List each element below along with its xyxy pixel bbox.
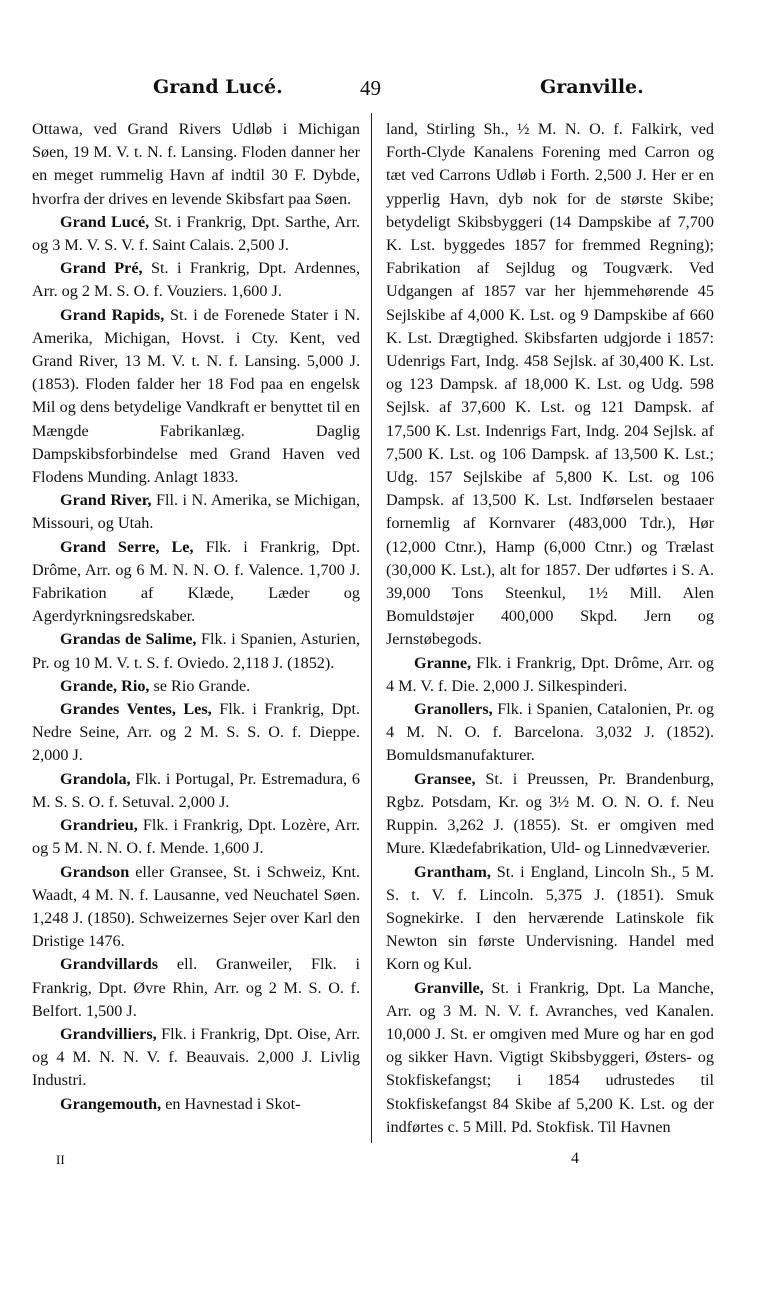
header-left-word: Grand Lucé. <box>153 76 283 98</box>
dictionary-entry <box>386 698 714 768</box>
entry-headword: Grand Pré, <box>60 259 143 278</box>
dictionary-entry <box>32 536 360 629</box>
entry-headword: Granville, <box>414 978 484 997</box>
dictionary-entry <box>32 814 360 860</box>
entry-headword: Gransee, <box>414 769 476 788</box>
page-number: 49 <box>360 76 381 100</box>
dictionary-entry <box>386 861 714 977</box>
dictionary-entry <box>32 1023 360 1093</box>
entry-text: Flk. i Frankrig, Dpt. Drôme, Arr. og 4 M. V. f. Die. 2,000 J. Silkespinderi. <box>386 653 714 695</box>
entry-headword: Grand River, <box>60 491 152 510</box>
entry-headword: Grandes Ventes, Les, <box>60 700 212 719</box>
entry-text: St. i England, Lincoln Sh., 5 M. S. t. V. f. Lincoln. 5,375 J. (1851). Smuk Sognekirke. I den herværende Latinskole fik Newton sin første Undervisning. Handel med Korn og Kul. <box>386 862 714 974</box>
dictionary-entry <box>32 953 360 1023</box>
dictionary-entry <box>32 304 360 490</box>
dictionary-entry <box>32 628 360 674</box>
entry-headword: Granollers, <box>414 700 493 719</box>
entry-text: ell. Granweiler, Flk. i Frankrig, Dpt. Øvre Rhin, Arr. og 2 M. S. O. f. Belfort. 1,500 J. <box>32 955 360 1020</box>
sheet-mark: 4 <box>571 1150 579 1167</box>
dictionary-entry <box>32 698 360 768</box>
entry-headword: Grandson <box>60 862 130 881</box>
entry-text: Flk. i Frankrig, Dpt. Nedre Seine, Arr. og 2 M. S. S. O. f. Dieppe. 2,000 J. <box>32 700 360 765</box>
entry-headword: Grande, Rio, <box>60 676 150 695</box>
dictionary-entry <box>32 489 360 535</box>
dictionary-entry <box>386 652 714 698</box>
entry-headword: Grangemouth, <box>60 1094 162 1113</box>
dictionary-entry <box>32 118 360 211</box>
dictionary-entry <box>386 118 714 652</box>
entry-headword: Grand Lucé, <box>60 212 150 231</box>
dictionary-entry <box>386 768 714 861</box>
entry-text: Flk. i Frankrig, Dpt. Drôme, Arr. og 6 M. N. N. O. f. Valence. 1,700 J. Fabrikation af Klæde, Læder og Agerdyrkningsredskaber. <box>32 537 360 626</box>
entry-headword: Grandas de Salime, <box>60 630 197 649</box>
entry-text: Flk. i Frankrig, Dpt. Oise, Arr. og 4 M. N. N. V. f. Beauvais. 2,000 J. Livlig Industri. <box>32 1024 360 1090</box>
entry-text: St. i de Forenede Stater i N. Amerika, Michigan, Hovst. i Cty. Kent, ved Grand River, 13 M. V. t. N. f. Lansing. 5,000 J. (1853). Floden falder her 18 Fod paa en engelsk Mil og dens betydelige Vandkraft er benyttet til en Mængde Fabrikanlæg. Daglig Dampskibsforbindelse med Grand Haven ved Flodens Munding. Anlagt 1833. <box>32 305 361 487</box>
entry-text: en Havnestad i Skot- <box>161 1094 301 1113</box>
running-header <box>40 76 720 106</box>
entry-text: St. i Preussen, Pr. Brandenburg, Rgbz. Potsdam, Kr. og 3½ M. O. N. O. f. Neu Ruppin. 3,262 J. (1855). St. er omgiven med Mure. Klædefabrikation, Uld- og Linnedvæverier. <box>386 769 714 858</box>
entry-text: St. i Frankrig, Dpt. La Manche, Arr. og 3 M. N. V. f. Avranches, ved Kanalen. 10,000 J. St. er omgiven med Mure og har en god og sikker Havn. Vigtigt Skibsbyggeri, Østers- og Stokfiskefangst; i 1854 udrustedes til Stokfiskefangst 84 Skibe af 5,200 K. Lst. og der indførtes c. 5 Mill. Pd. Stokfisk. Til Havnen <box>386 978 714 1136</box>
entry-text: land, Stirling Sh., ½ M. N. O. f. Falkirk, ved Forth-Clyde Kanalens Forening med Carron og tæt ved Carrons Udløb i Forth. 2,500 J. Her er en ypperlig Havn, dyb nok for de største Skibe; betydeligt Skibsbyggeri (14 Dampskibe af 7,700 K. Lst. byggedes 1857 for fremmed Regning); Fabrikation af Sejldug og Tougværk. Ved Udgangen af 1857 var her hjemmehørende 45 Sejlskibe af 4,000 K. Lst. og 9 Dampskibe af 660 K. Lst. Drægtighed. Skibsfarten udgjorde i 1857: Udenrigs Fart, Indg. 458 Sejlsk. af 30,400 K. Lst. og 123 Dampsk. af 18,000 K. Lst. og Udg. 598 Sejlsk. af 37,600 K. Lst. og 121 Dampsk. af 17,500 K. Lst. Indenrigs Fart, Indg. 204 Sejlsk. af 7,500 K. Lst. og 106 Dampsk. af 13,500 K. Lst.; Udg. 157 Sejlskibe af 5,800 K. Lst. og 106 Dampsk. af 13,500 K. Lst. Indførselen bestaaer fornemlig af Kornvarer (483,000 Tdr.), Hør (12,000 Ctnr.), Hamp (6,000 Ctnr.) og Trælast (30,000 K. Lst.), alt for 1857. Der udførtes i S. A. 39,000 Tons Steenkul, 1½ Mill. Alen Bomuldstøjer 400,000 Skpd. Jern og Jernstøbegods. <box>386 120 714 649</box>
page-footer <box>0 1150 760 1174</box>
entry-headword: Grandrieu, <box>60 816 138 835</box>
entry-headword: Grandola, <box>60 769 131 788</box>
entry-headword: Grantham, <box>414 862 491 881</box>
dictionary-entry <box>32 768 360 814</box>
entry-text: Flk. i Frankrig, Dpt. Lozère, Arr. og 5 M. N. N. O. f. Mende. 1,600 J. <box>32 816 360 858</box>
right-column <box>386 118 714 1139</box>
entry-text: se Rio Grande. <box>149 676 251 695</box>
dictionary-entry <box>32 861 360 954</box>
column-divider <box>371 113 372 1143</box>
dictionary-entry <box>386 977 714 1139</box>
dictionary-entry <box>32 257 360 303</box>
entry-headword: Grandvillards <box>60 955 159 974</box>
entry-text: Ottawa, ved Grand Rivers Udløb i Michigan Søen, 19 M. V. t. N. f. Lansing. Floden danner her en meget rummelig Havn af indtil 30 F. Dybde, hvorfra der drives en levende Skibsfart paa Søen. <box>32 120 360 208</box>
dictionary-entry <box>32 1093 360 1116</box>
entry-text: eller Gransee, St. i Schweiz, Knt. Waadt, 4 M. N. f. Lausanne, ved Neuchatel Søen. 1,248 J. (1850). Schweizernes Sejer over Karl den Dristige 1476. <box>32 862 360 951</box>
header-right-word: Granville. <box>540 76 644 98</box>
entry-text: Flk. i Spanien, Asturien, Pr. og 10 M. V. t. S. f. Oviedo. 2,118 J. (1852). <box>32 630 360 672</box>
entry-headword: Grand Serre, Le, <box>60 537 194 556</box>
entry-text: St. i Frankrig, Dpt. Ardennes, Arr. og 2 M. S. O. f. Vouziers. 1,600 J. <box>32 259 360 301</box>
dictionary-entry <box>32 211 360 257</box>
entry-text: Flk. i Spanien, Catalonien, Pr. og 4 M. N. O. f. Barcelona. 3,032 J. (1852). Bomuldsmanufakturer. <box>386 700 714 765</box>
entry-text: Flk. i Portugal, Pr. Estremadura, 6 M. S. S. O. f. Setuval. 2,000 J. <box>32 769 360 811</box>
signature-mark: II <box>56 1152 65 1167</box>
entry-headword: Granne, <box>414 653 472 672</box>
dictionary-entry <box>32 675 360 698</box>
entry-text: St. i Frankrig, Dpt. Sarthe, Arr. og 3 M. V. S. V. f. Saint Calais. 2,500 J. <box>32 212 360 255</box>
entry-headword: Grand Rapids, <box>60 305 165 324</box>
left-column <box>32 118 360 1116</box>
entry-headword: Grandvilliers, <box>60 1024 157 1043</box>
entry-text: Fll. i N. Amerika, se Michigan, Missouri, og Utah. <box>32 491 360 533</box>
